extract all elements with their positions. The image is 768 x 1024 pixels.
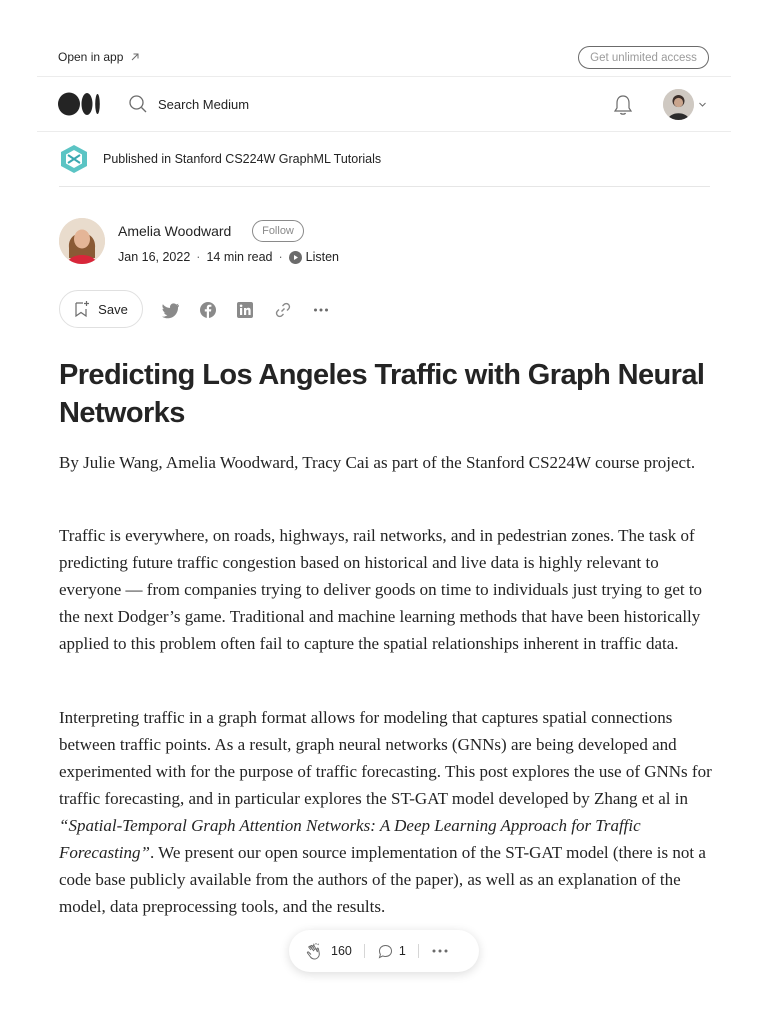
user-avatar-image <box>663 89 694 120</box>
author-name[interactable]: Amelia Woodward <box>118 223 232 239</box>
paper-title-italic: “Spatial-Temporal Graph Attention Networks: A Deep Learning Approach for Traffic Forecasting” <box>59 816 641 862</box>
get-unlimited-access-button[interactable] <box>578 46 709 69</box>
article-meta <box>118 250 339 264</box>
paragraph-text: Interpreting traffic in a graph format allows for modeling that captures spatial connections between traffic points. As a result, graph neural networks (GNNs) are being developed and experimented with for the purpose of traffic forecasting. This post explores the use of GNNs for traffic forecasting, and in particular explores the ST-GAT model developed by Zhang et al in <box>59 708 712 808</box>
article-paragraph <box>59 704 714 920</box>
medium-logo-icon[interactable] <box>58 91 102 117</box>
publication-banner <box>59 144 710 187</box>
chevron-down-icon[interactable] <box>698 100 707 109</box>
response-bubble-icon[interactable] <box>377 943 394 960</box>
action-bar <box>59 290 359 328</box>
article-paragraph: Traffic is everywhere, on roads, highways, rail networks, and in pedestrian zones. The task of predicting future traffic congestion based on historical and live data is highly relevant to everyone — from companies trying to deliver goods on time to individuals just trying to get to the next Dodger’s game. Traditional and machine learning methods that have been historically applied to this problem often fail to capture the spatial relationships inherent in traffic data. <box>59 526 703 653</box>
open-in-app-link[interactable] <box>58 50 141 64</box>
publish-date: Jan 16, 2022 <box>118 250 191 264</box>
more-icon[interactable] <box>312 301 330 319</box>
linkedin-icon[interactable] <box>236 301 254 319</box>
response-count: 1 <box>398 944 406 958</box>
separator <box>364 944 365 958</box>
save-label: Save <box>98 301 128 317</box>
author-avatar[interactable] <box>59 218 105 264</box>
meta-separator: · <box>196 250 201 264</box>
article-title: Predicting Los Angeles Traffic with Graph Neural Networks <box>59 359 705 429</box>
get-unlimited-access-label: Get unlimited access <box>590 51 697 64</box>
search-input[interactable]: Search Medium <box>158 96 250 112</box>
follow-label: Follow <box>262 225 294 237</box>
more-icon[interactable] <box>431 948 449 954</box>
facebook-icon[interactable] <box>199 301 217 319</box>
separator <box>418 944 419 958</box>
follow-button[interactable] <box>252 220 304 242</box>
nav-bar <box>37 78 731 132</box>
meta-separator: · <box>278 250 283 264</box>
floating-action-bar <box>289 930 479 972</box>
listen-button[interactable] <box>289 250 339 264</box>
author-block <box>59 218 459 266</box>
twitter-icon[interactable] <box>162 301 180 319</box>
search-bar[interactable] <box>128 94 249 114</box>
paragraph-text: . We present our open source implementation of the ST-GAT model (there is not a code base publicly available from the authors of the paper), as well as an explanation of the model, data preprocessing tools, and the results. <box>59 843 706 916</box>
arrow-up-right-icon <box>129 51 141 63</box>
open-in-app-label: Open in app <box>58 50 124 64</box>
publication-name[interactable]: Published in Stanford CS224W GraphML Tutorials <box>103 152 382 166</box>
clap-count: 160 <box>331 944 352 958</box>
search-icon <box>128 94 148 114</box>
play-icon <box>289 251 302 264</box>
listen-label: Listen <box>305 250 340 264</box>
clap-icon[interactable] <box>305 941 325 961</box>
article-paragraph: By Julie Wang, Amelia Woodward, Tracy Cai as part of the Stanford CS224W course project. <box>59 453 696 472</box>
author-avatar-image <box>59 218 105 264</box>
bookmark-add-icon <box>74 300 90 318</box>
publication-logo-icon[interactable] <box>59 144 89 174</box>
read-time: 14 min read <box>206 250 273 264</box>
bell-icon[interactable] <box>612 93 634 117</box>
link-icon[interactable] <box>274 301 292 319</box>
avatar[interactable] <box>663 89 694 120</box>
top-bar <box>37 37 731 77</box>
save-button[interactable] <box>59 290 143 328</box>
